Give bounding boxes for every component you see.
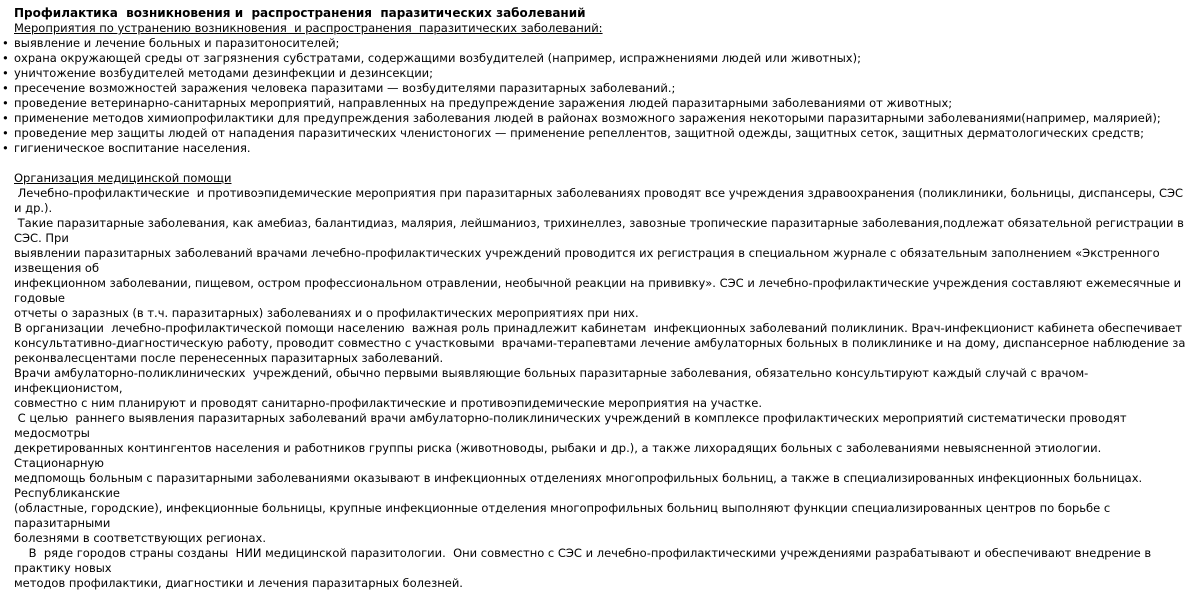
list-item-text: пресечение возможностей заражения человека паразитами — возбудителями паразитарных заболеваний.; — [14, 81, 676, 95]
section-spacer — [14, 156, 1194, 171]
organization-paragraph-2: В организации лечебно-профилактической помощи населению важная роль принадлежит кабинетам инфекционных заболеваний поликлиник. Врач-инфекционист кабинета обеспечивает консультативно-диагностическую работу, проводит совместно с участковыми врачами-терапевтами лечение амбулаторных больных в поликлинике и на дому, диспансерное наблюдение за реконвалесцентами после перенесенных паразитарных заболеваний. — [14, 321, 1186, 365]
organization-heading: Организация медицинской помощи — [14, 171, 232, 185]
list-item-text: уничтожение возбудителей методами дезинфекции и дезинсекции; — [14, 66, 434, 80]
organization-paragraph-1: Лечебно-профилактические и противоэпидемические мероприятия при паразитарных заболеваниях проводят все учреждения здравоохранения (поликлиники, больницы, диспансеры, СЭС и др.). Такие паразитарные заболевания, как амебиаз, балантидиаз, малярия, лейшманиоз, трихинеллез, завозные тропические паразитарные заболевания,подлежат обязательной регистрации в СЭС. При выявлении паразитарных заболеваний врачами лечебно-профилактических учреждений проводится их регистрация в специальном журнале с обязательным заполнением «Экстренного извещения об инфекционном заболевании, пищевом, остром профессиональном отравлении, необычной реакции на прививку». СЭС и лечебно-профилактические учреждения составляют ежемесячные и годовые отчеты о заразных (в т.ч. паразитарных) заболеваниях и о профилактических мероприятиях при них. — [14, 186, 1184, 320]
list-item-text: применение методов химиопрофилактики для предупреждения заболевания людей в районах возможного заражения некоторыми паразитарными заболеваниями(например, малярией); — [14, 111, 1161, 125]
list-item — [2, 126, 1194, 141]
bullet-icon: • — [2, 36, 9, 50]
organization-paragraph-5: В ряде городов страны созданы НИИ медицинской паразитологии. Они совместно с СЭС и лечебно-профилактическими учреждениями разрабатывают и обеспечивают внедрение в практику новых методов профилактики, диагностики и лечения паразитарных болезней. — [14, 546, 1152, 590]
list-item — [2, 51, 1194, 66]
measures-list — [2, 36, 1194, 156]
measures-heading: Мероприятия по устранению возникновения и распространения паразитических заболеваний: — [14, 21, 603, 35]
list-item-text: проведение мер защиты людей от нападения паразитических членистоногих — применение репеллентов, защитной одежды, защитных сеток, защитных дерматологических средств; — [14, 126, 1145, 140]
bullet-icon: • — [2, 66, 9, 80]
bullet-icon: • — [2, 126, 9, 140]
list-item — [2, 96, 1194, 111]
page-title: Профилактика возникновения и распространения паразитических заболеваний — [14, 6, 586, 20]
organization-paragraph-3: Врачи амбулаторно-поликлинических учреждений, обычно первыми выявляющие больных паразитарные заболевания, обязательно консультируют каждый случай с врачом-инфекционистом, совместно с ним планируют и проводят санитарно-профилактические и противоэпидемические мероприятия на участке. — [14, 366, 1089, 410]
list-item — [2, 36, 1194, 51]
list-item-text: охрана окружающей среды от загрязнения субстратами, содержащими возбудителей (например, испражнениями людей или животных); — [14, 51, 861, 65]
bullet-icon: • — [2, 96, 9, 110]
bullet-icon: • — [2, 51, 9, 65]
bullet-icon: • — [2, 141, 9, 155]
list-item-text: гигиеническое воспитание населения. — [14, 141, 251, 155]
list-item — [2, 141, 1194, 156]
list-item — [2, 81, 1194, 96]
list-item — [2, 66, 1194, 81]
list-item — [2, 111, 1194, 126]
bullet-icon: • — [2, 81, 9, 95]
organization-paragraph-4: С целью раннего выявления паразитарных заболеваний врачи амбулаторно-поликлинических учреждений в комплексе профилактических мероприятий систематически проводят медосмотры декретированных контингентов населения и работников группы риска (животноводы, рыбаки и др.), а также лихорадящих больных с заболеваниями невыясненной этиологии. Стационарную медпомощь больным с паразитарными заболеваниями оказывают в инфекционных отделениях многопрофильных больниц, а также в специализированных инфекционных больницах. Республиканские (областные, городские), инфекционные больницы, крупные инфекционные отделения многопрофильных больниц выполняют функции специализированных центров по борьбе с паразитарными болезнями в соответствующих регионах. — [14, 411, 1143, 545]
list-item-text: проведение ветеринарно-санитарных мероприятий, направленных на предупреждение заражения людей паразитарными заболеваниями от животных; — [14, 96, 953, 110]
bullet-icon: • — [2, 111, 9, 125]
list-item-text: выявление и лечение больных и паразитоносителей; — [14, 36, 340, 50]
